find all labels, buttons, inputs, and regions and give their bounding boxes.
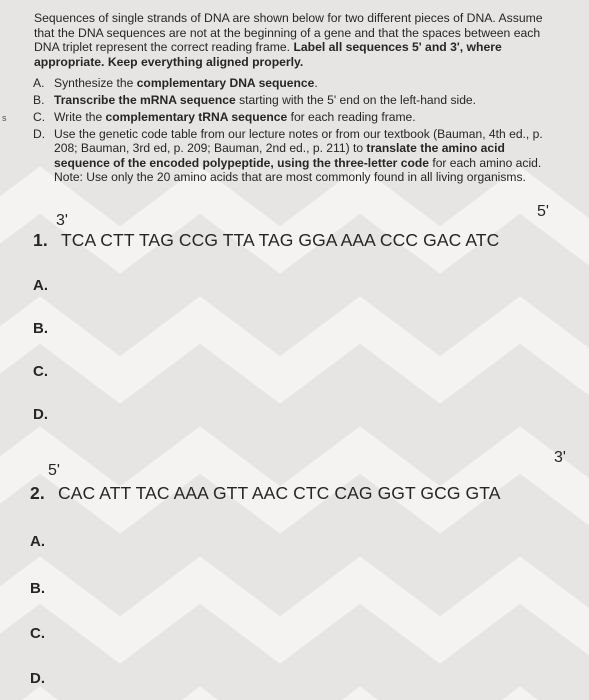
q2-right-end-label: 3' [554, 449, 566, 466]
task-bold-text: complementary tRNA sequence [105, 110, 288, 124]
q1-answer-b-label: B. [33, 320, 48, 337]
task-letter: A. [33, 76, 45, 90]
task-text: Write the [54, 110, 106, 124]
q1-answer-c-label: C. [33, 363, 48, 380]
edge-mark: s [2, 113, 7, 123]
instructions-bold-text: Label all sequences 5' and 3', where appropriate. Keep everything aligned properly. [34, 40, 502, 69]
q2-sequence: CAC ATT TAC AAA GTT AAC CTC CAG GGT GCG GTA [58, 483, 501, 503]
task-text: . [314, 76, 318, 90]
q1-number: 1. [33, 230, 48, 250]
q2-left-end-label: 5' [48, 462, 60, 479]
q1-right-end-label: 5' [537, 203, 549, 220]
task-letter: B. [33, 93, 45, 107]
q1-answer-d-label: D. [33, 406, 48, 423]
task-text: for each reading frame. [287, 110, 416, 124]
instructions-paragraph [34, 11, 564, 69]
task-d [33, 127, 564, 185]
task-text: Synthesize the [54, 76, 137, 90]
q2-number: 2. [30, 483, 45, 503]
task-text: for each amino acid. Note: Use only the 20 amino acids that are most commonly found in all living organisms. [54, 155, 542, 185]
task-letter: D. [33, 127, 46, 141]
q1-dna-sequence-line [33, 230, 499, 251]
task-bold-text: Transcribe the mRNA sequence [54, 93, 236, 107]
instructions-text: Sequences of single strands of DNA are shown below for two different pieces of DNA. Assume that the DNA sequences are not at the beginning of a gene and that the spaces between each DNA triplet represent the correct reading frame. [34, 11, 543, 55]
q2-answer-d-label: D. [30, 670, 45, 687]
task-a [33, 76, 564, 90]
q2-dna-sequence-line [30, 483, 501, 504]
task-text: Use the genetic code table from our lecture notes or from our textbook (Bauman, 4th ed., p. 208; Bauman, 3rd ed, p. 209; Bauman, 2nd ed., p. 211) to [54, 127, 543, 156]
task-text: starting with the 5' end on the left-hand side. [235, 93, 477, 107]
q2-answer-b-label: B. [30, 580, 45, 597]
task-bold-text: complementary DNA sequence [136, 76, 315, 90]
task-b [33, 93, 564, 107]
q2-answer-a-label: A. [30, 533, 45, 550]
task-c [33, 110, 564, 124]
q1-sequence: TCA CTT TAG CCG TTA TAG GGA AAA CCC GAC ATC [61, 230, 500, 250]
task-bold-text: translate the amino acid sequence of the encoded polypeptide, using the three-letter code [54, 141, 505, 170]
q2-answer-c-label: C. [30, 625, 45, 642]
q1-answer-a-label: A. [33, 277, 48, 294]
q1-left-end-label: 3' [56, 212, 68, 229]
task-letter: C. [33, 110, 46, 124]
